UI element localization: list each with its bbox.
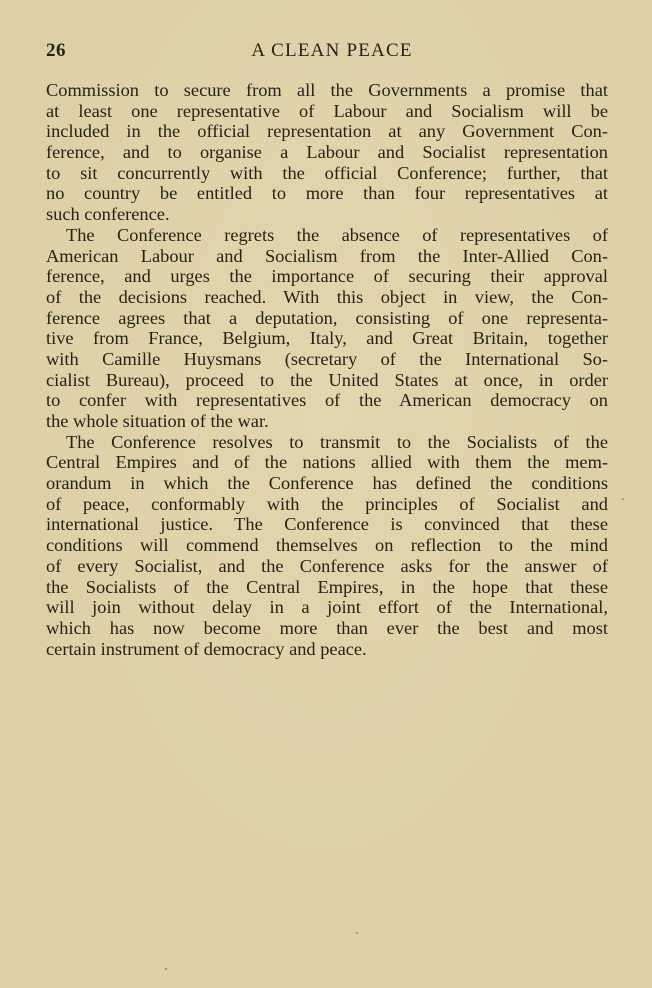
text-line: such conference. xyxy=(46,204,170,225)
running-head xyxy=(46,40,608,66)
body-text xyxy=(46,80,608,659)
paper-speck xyxy=(356,932,358,934)
text-line: which has now become more than ever the best and most xyxy=(46,617,608,638)
text-line: included in the official representation at any Government Con- xyxy=(46,121,608,142)
paragraph xyxy=(46,432,608,660)
paper-speck xyxy=(622,498,624,500)
text-line: certain instrument of democracy and peace. xyxy=(46,638,367,659)
text-line: The Conference regrets the absence of representatives of xyxy=(66,224,608,245)
paragraph xyxy=(46,80,608,225)
text-line: Central Empires and of the nations allied with them the mem- xyxy=(46,452,608,473)
text-line: international justice. The Conference is convinced that these xyxy=(46,514,608,535)
text-line: of peace, conformably with the principles of Socialist and xyxy=(46,493,608,514)
text-line: the Socialists of the Central Empires, in the hope that these xyxy=(46,576,608,597)
text-line: orandum in which the Conference has defined the conditions xyxy=(46,473,608,494)
text-line: of every Socialist, and the Conference asks for the answer of xyxy=(46,555,608,576)
text-line: American Labour and Socialism from the Inter-Allied Con- xyxy=(46,245,608,266)
text-line: ference, and urges the importance of securing their approval xyxy=(46,266,608,287)
text-line: ference, and to organise a Labour and Socialist representation xyxy=(46,142,608,163)
text-line: The Conference resolves to transmit to the Socialists of the xyxy=(66,431,608,452)
page-number: 26 xyxy=(46,40,66,61)
text-line: will join without delay in a joint effort of the International, xyxy=(46,597,608,618)
text-line: the whole situation of the war. xyxy=(46,411,269,431)
running-title: A CLEAN PEACE xyxy=(251,40,413,61)
text-line: of the decisions reached. With this object in view, the Con- xyxy=(46,286,608,307)
text-line: to confer with representatives of the American democracy on xyxy=(46,390,608,411)
text-line: tive from France, Belgium, Italy, and Great Britain, together xyxy=(46,328,608,349)
text-line: cialist Bureau), proceed to the United States at once, in order xyxy=(46,369,608,390)
text-line: ference agrees that a deputation, consisting of one representa- xyxy=(46,307,608,328)
text-line: with Camille Huysmans (secretary of the International So- xyxy=(46,348,608,369)
text-line: no country be entitled to more than four representatives at xyxy=(46,183,608,204)
paper-speck xyxy=(165,968,167,970)
text-line: to sit concurrently with the official Conference; further, that xyxy=(46,162,608,183)
text-line: conditions will commend themselves on reflection to the mind xyxy=(46,535,608,556)
text-line: at least one representative of Labour and Socialism will be xyxy=(46,100,608,121)
text-line: Commission to secure from all the Governments a promise that xyxy=(46,80,608,100)
paragraph xyxy=(46,225,608,432)
